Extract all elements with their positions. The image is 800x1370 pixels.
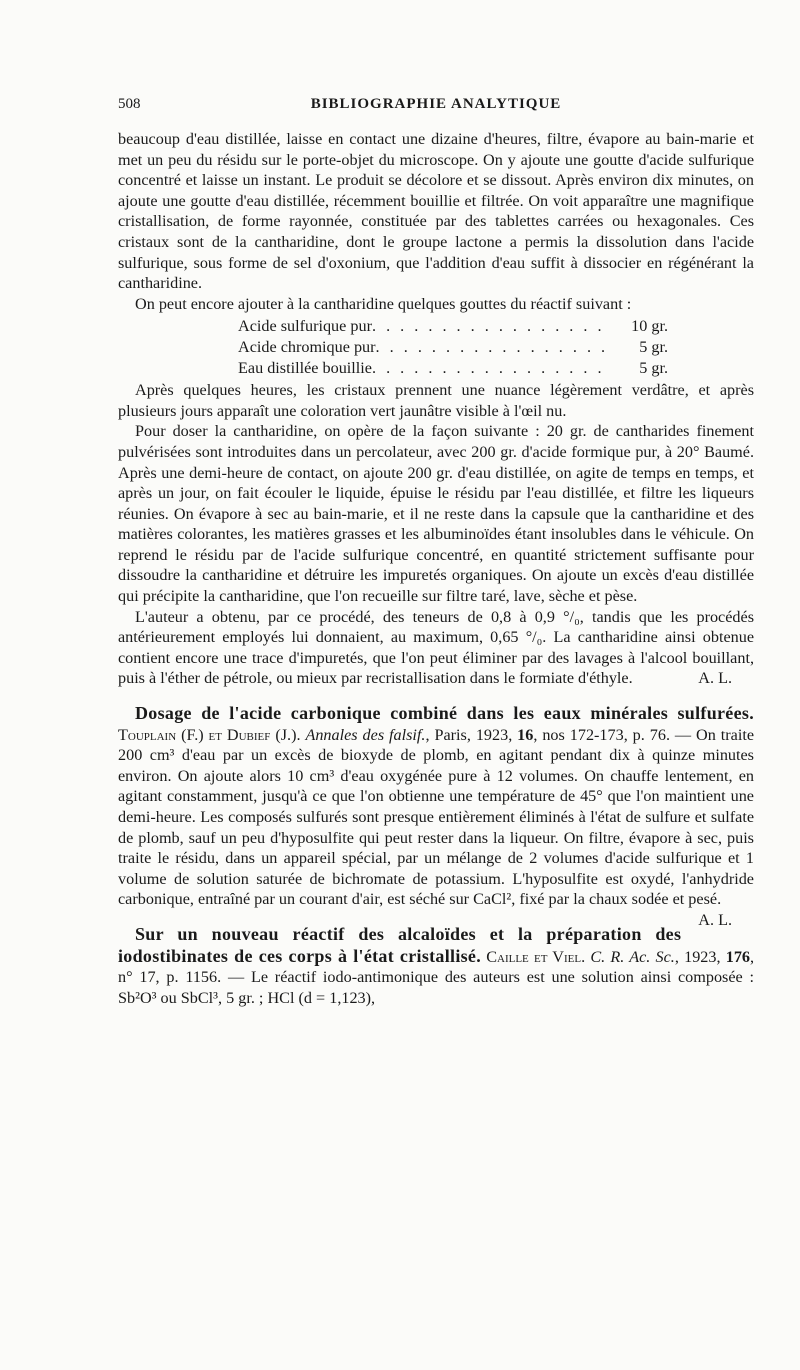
leader-dots — [372, 316, 612, 337]
page-header — [118, 96, 754, 113]
paragraph-5-text: L'auteur a obtenu, par ce procédé, des teneurs de 0,8 à 0,9 °/₀, tandis que les procédés antérieurement employés lui donnaient, au maximum, 0,65 °/₀. La cantharidine ainsi obtenue contient encore une trace d'impuretés, que l'on peut éliminer par des lavages à l'alcool bouillant, puis à l'éther de pétrole, ou mieux par recristallisation dans le formiate d'éthyle. — [118, 607, 754, 688]
recipe-row — [238, 337, 668, 358]
recipe-row — [238, 358, 668, 379]
reference-post: , nos 172-173, p. 76. — — [533, 725, 692, 744]
abstract-body: On traite 200 cm³ d'eau par un excès de bioxyde de plomb, en agitant pendant dix à quinze minutes environ. On ajoute alors 10 cm³ d'eau oxygénée pure à 12 volumes. On chauffe lentement, en agitant constamment, jusqu'à ce que l'on obtienne une température de 45° que l'on maintient une demi-heure. Les composés sulfurés sont presque entièrement éliminés à l'état de sulfure et sulfate de plomb, sauf un peu d'hyposulfite qui peut rester dans la liqueur. On filtre, évapore à sec, puis traite le résidu, dans un appareil spécial, par un mélange de 2 volumes d'acide sulfurique et 1 volume de solution saturée de bichromate de potassium. L'hyposulfite est oxydé, l'anhydride carbonique, entraîné par un courant d'air, est séché sur CaCl², fixé par la chaux sodée et pesé. — [118, 725, 755, 909]
journal-name: C. R. Ac. Sc. — [590, 947, 675, 966]
abstract-authors: Caille et Viel. — [486, 947, 586, 966]
recipe-ingredient: Acide sulfurique pur — [238, 317, 372, 336]
paragraph-5 — [118, 607, 754, 689]
leader-dots — [372, 358, 612, 379]
volume-number: 16 — [517, 725, 534, 744]
abstract-title: Sur un nouveau réactif des alcaloïdes et la préparation des iodostibinates de ces corps à l'état cristallisé. — [118, 923, 682, 966]
recipe-ingredient: Eau distillée bouillie — [238, 358, 372, 377]
recipe-amount: 10 gr. — [631, 317, 668, 336]
leader-dots — [376, 337, 612, 358]
paragraph-2: On peut encore ajouter à la cantharidine quelques gouttes du réactif suivant : — [135, 294, 632, 313]
abstract-authors: Touplain (F.) et Dubief (J.). — [118, 725, 301, 744]
abstract-text — [118, 703, 755, 929]
abstract-alkaloid-reagent — [118, 924, 754, 1008]
paragraph-4: Pour doser la cantharidine, on opère de la façon suivante : 20 gr. de cantharides finement pulvérisées sont introduites dans un percolateur, avec 200 gr. d'acide formique pur, à 20° Baumé. Après une demi-heure de contact, on ajoute 200 gr. d'eau distillée, on agite de temps en temps, et après un jour, on fait écouler le liquide, épuise le résidu par l'eau distillée, et filtre les liqueurs réunies. On évapore à sec au bain-marie, et il ne reste dans la capsule que la cantharidine et des matières colorantes, les matières grasses et les albuminoïdes étant insolubles dans le véhicule. On reprend le résidu par de l'acide sulfurique concentré, en quantité strictement suffisante pour dissoudre la cantharidine et détruire les impuretés organiques. On ajoute un excès d'eau distillée qui précipite la cantharidine, que l'on recueille sur filtre taré, lave, sèche et pèse. — [118, 422, 754, 606]
abstract-body: Le réactif iodo-antimonique des auteurs est une solution ainsi composée : Sb²O³ ou SbCl³, 5 gr. ; HCl (d = 1,123), — [118, 968, 755, 1007]
reference-pre: , Paris, 1923, — [425, 725, 518, 744]
paragraph-1: beaucoup d'eau distillée, laisse en contact une dizaine d'heures, filtre, évapore au bain-marie et met un peu du résidu sur le porte-objet du microscope. On y ajoute une goutte d'acide sulfurique concentré et laisse un instant. Le produit se décolore et se dissout. Après environ dix minutes, on ajoute une goutte d'eau distillée, récemment bouillie et filtrée. On voit apparaître une magnifique cristallisation, de forme rayonnée, constituée par des tablettes carrées ou hexagonales. Ces cristaux sont de la cantharidine, dont le groupe lactone a permis la dissolution dans l'acide sulfurique, sous forme de sel d'oxonium, que l'addition d'eau suffit à dissocier en régénérant la cantharidine. — [118, 130, 754, 293]
journal-name: Annales des falsif. — [305, 725, 426, 744]
paragraph-3: Après quelques heures, les cristaux prennent une nuance légèrement verdâtre, et après plusieurs jours apparaît une coloration vert jaunâtre visible à l'œil nu. — [118, 381, 754, 420]
recipe-row — [238, 316, 668, 337]
abstract-title: Dosage de l'acide carbonique combiné dans les eaux minérales sulfurées. — [135, 703, 754, 724]
signature: A. L. — [698, 669, 732, 688]
reference-pre: , 1923, — [674, 947, 726, 966]
recipe-amount: 5 gr. — [639, 358, 668, 377]
volume-number: 176 — [725, 947, 750, 966]
page-number: 508 — [118, 96, 141, 112]
signature: A. L. — [698, 910, 732, 929]
abstract-text — [118, 924, 754, 1008]
recipe-amount: 5 gr. — [639, 337, 668, 356]
reference-post: , n° 17, p. 1156. — — [118, 947, 755, 987]
reagent-recipe — [238, 316, 668, 378]
running-title: BIBLIOGRAPHIE ANALYTIQUE — [310, 96, 562, 112]
abstract-carbonic-acid — [118, 703, 755, 929]
recipe-ingredient: Acide chromique pur — [238, 337, 376, 356]
